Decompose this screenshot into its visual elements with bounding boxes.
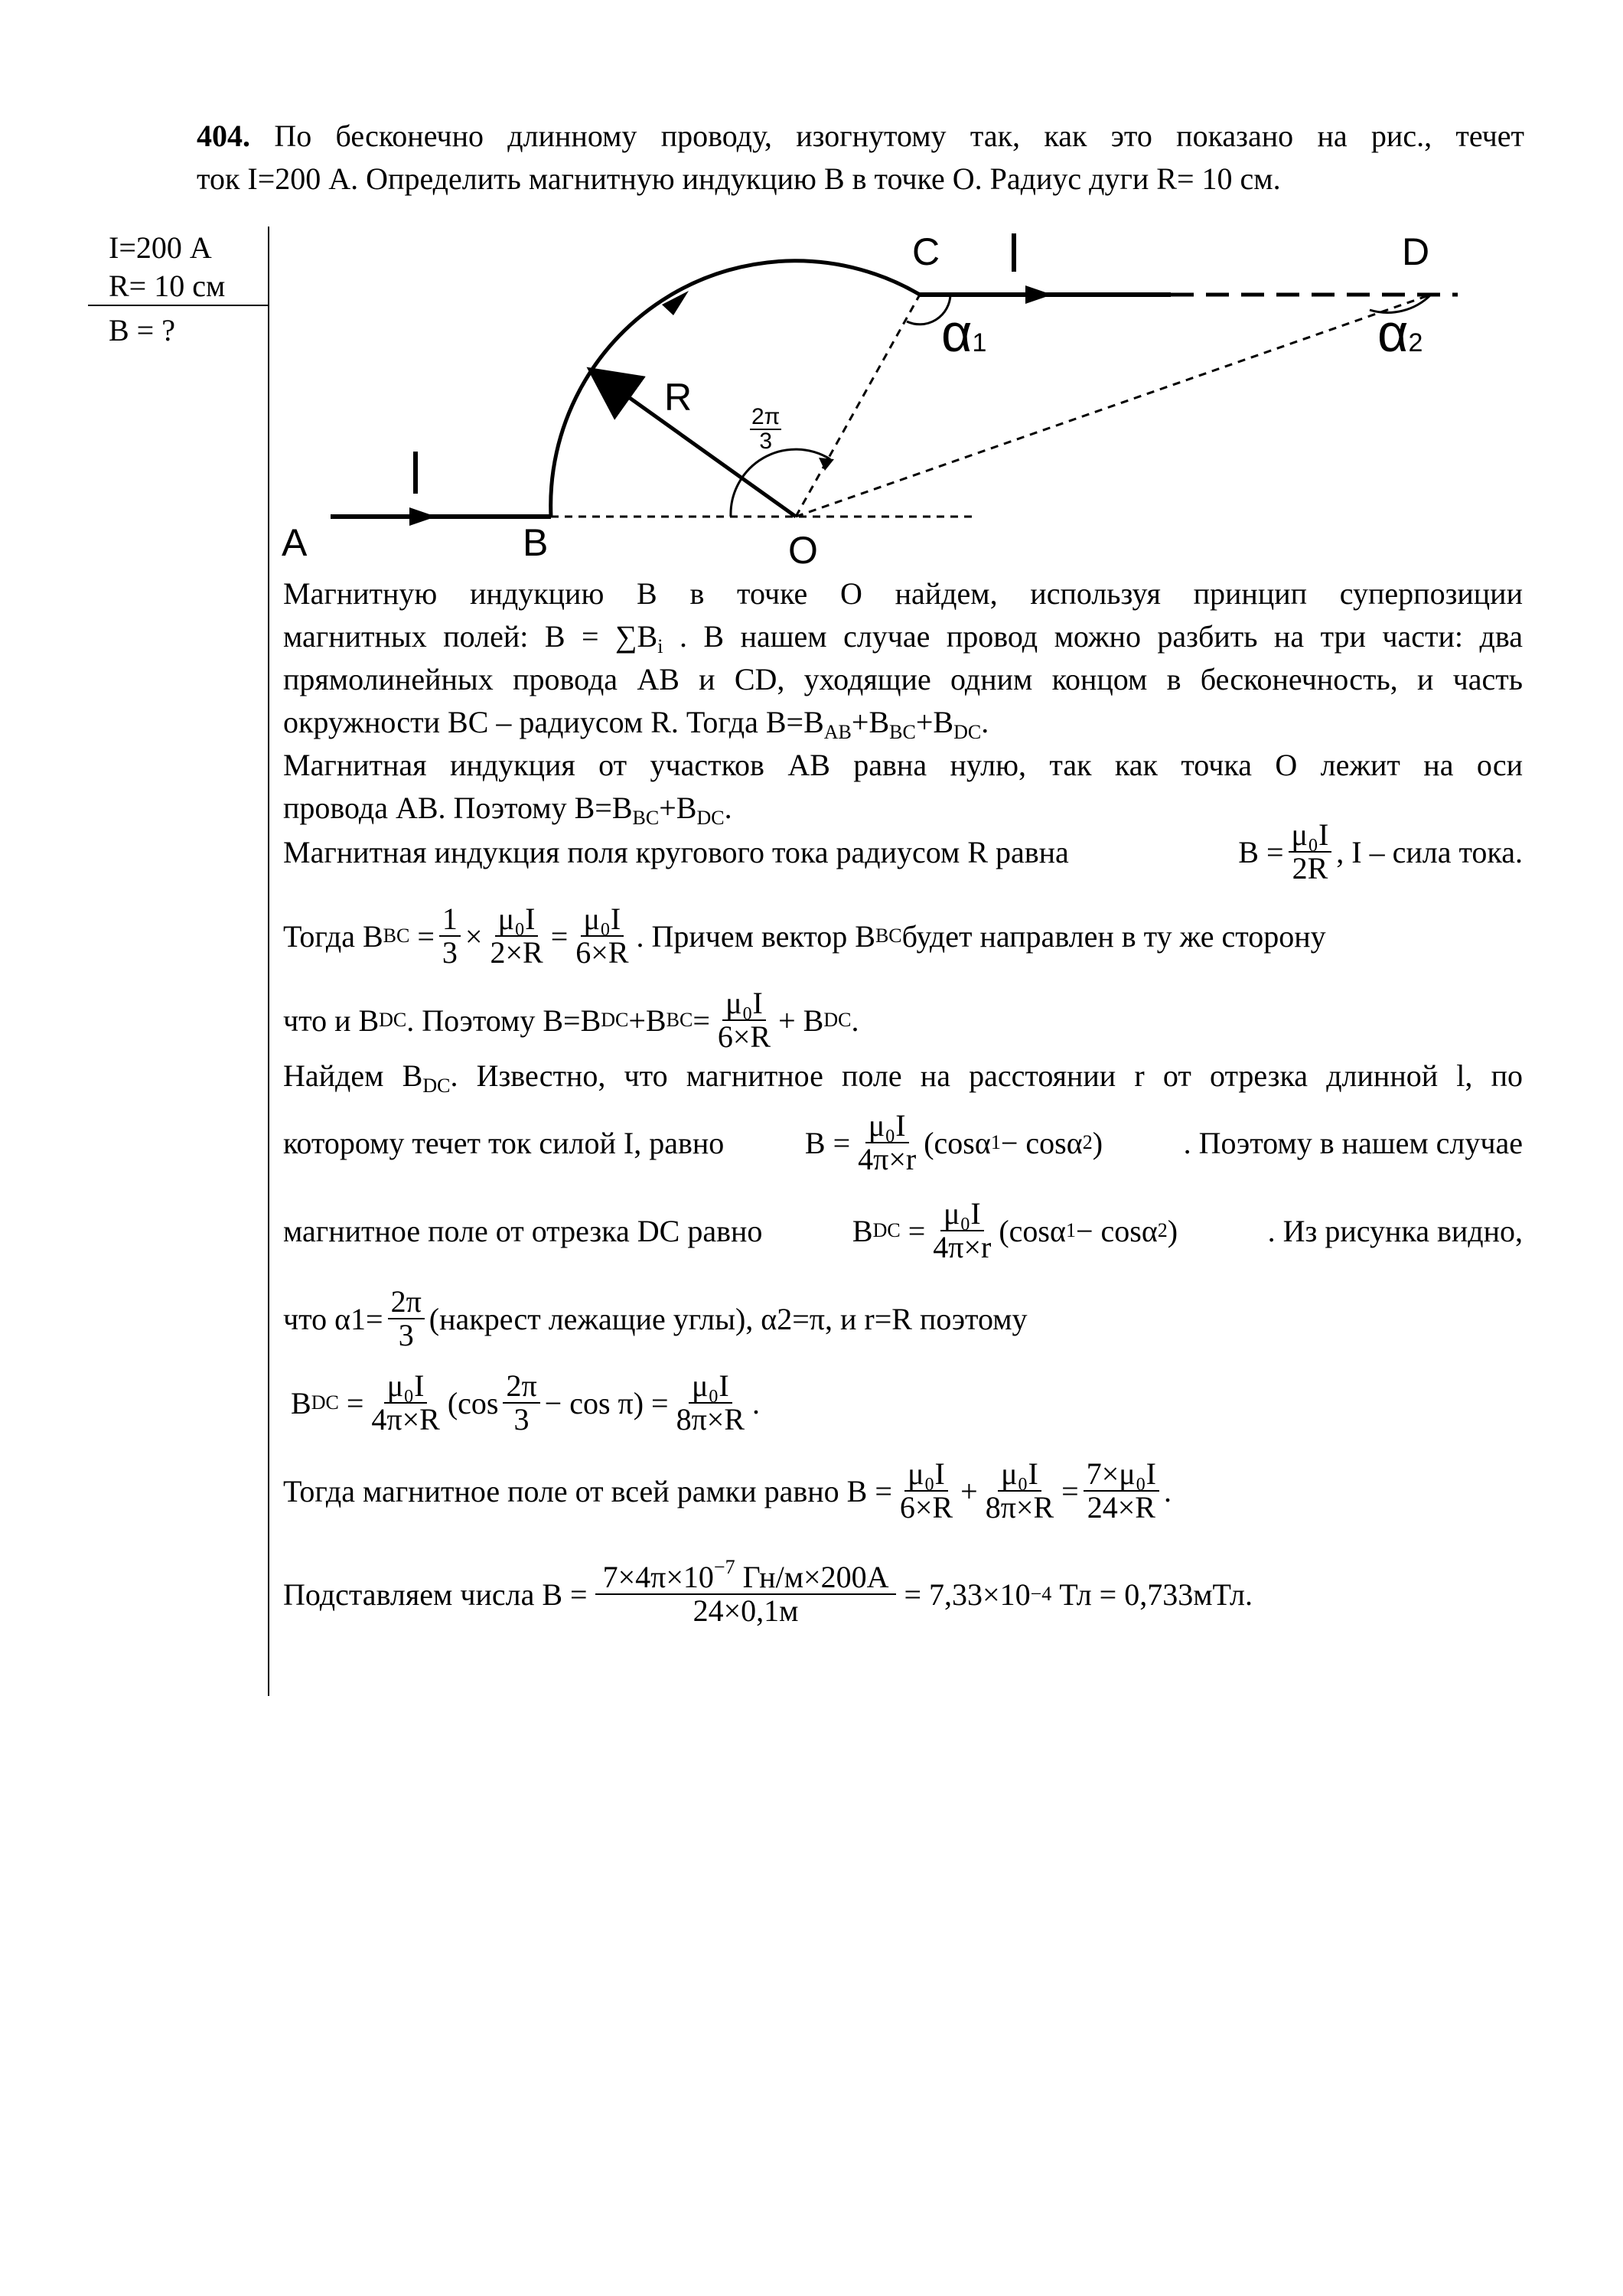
frac-mu0I-6xR-b <box>715 987 774 1053</box>
cos-close: ) <box>1092 1125 1103 1160</box>
frac-numeric-num <box>595 1555 897 1595</box>
result-a: = 7,33×10 <box>904 1577 1031 1612</box>
label-o: O <box>788 529 818 572</box>
frac-num: 7×μ₀I <box>1084 1458 1159 1492</box>
frac-den: 8π×R <box>985 1490 1054 1525</box>
p3-text-a: Магнитная индукция поля кругового тока радиусом R равна <box>283 834 1069 869</box>
p1-formula-sub: i <box>657 634 663 657</box>
p8-text-a: что α1= <box>283 1301 383 1336</box>
given-divider <box>88 305 269 306</box>
label-alpha1 <box>941 303 987 363</box>
frac-numeric-den: 24×0,1м <box>693 1593 799 1628</box>
cos-mid-b: − cosα <box>1075 1213 1158 1248</box>
p5-text-b: . Поэтому В=В <box>406 1003 601 1038</box>
frac-num: μ₀I <box>689 1370 732 1404</box>
solution-paragraph-1 <box>283 572 1523 744</box>
problem-statement <box>197 115 1524 201</box>
p7-text-b: . Из рисунка видно, <box>1267 1213 1523 1248</box>
frac-den: 2R <box>1292 851 1328 885</box>
label-r: R <box>664 376 693 419</box>
label-c: C <box>912 230 940 273</box>
solution-paragraph-8 <box>283 1286 1028 1352</box>
p6-l2-b: . Поэтому в нашем случае <box>1183 1125 1523 1160</box>
alpha2-subscript: 2 <box>1408 328 1423 357</box>
p3-text-b: , I – сила тока. <box>1336 834 1523 869</box>
cos-open-b: (cosα <box>999 1213 1066 1248</box>
p6-line-1 <box>283 1055 1523 1097</box>
p9-cos-pi: − cos π) = <box>544 1385 669 1420</box>
solution-paragraph-11: Подставляем числа B = $\frac{7\times 4\pi\times 10^{-7} Гн/м\times 200А}{24\times 0,1м}$ = 7,33×10 −4 Тл = 0,733мТл . <box>283 1555 1253 1628</box>
frac-den: 8π×R <box>676 1402 745 1437</box>
frac-mu0I-6xR-c <box>897 1458 956 1524</box>
label-alpha2 <box>1377 303 1423 363</box>
p1-line-4: окружности ВС – радиусом R. Тогда $В=В_{AB}+В_{BC}+В_{DC}$. <box>283 705 989 743</box>
given-radius: R= 10 см <box>109 269 226 303</box>
num-exp: −7 <box>713 1555 735 1578</box>
frac-den: 4π×R <box>371 1402 440 1437</box>
p2-line-2: провода АВ. Поэтому $В=В_{BC}+В_{DC}$. <box>283 791 732 829</box>
frac-den: 4π×r <box>933 1230 992 1264</box>
frac-mu0I-2R <box>1289 819 1332 885</box>
frac-num: μ₀I <box>495 903 539 937</box>
p6-l1-a: Найдем В <box>283 1058 423 1093</box>
result-b: Тл = 0,733мТл <box>1059 1577 1245 1612</box>
p4-text-c: будет направлен в ту же сторону <box>901 918 1326 954</box>
p6-formula: B = $\frac{\text{μ₀I}}{4\pi\times r}$ (cosα 1 − cosα 2 ) <box>804 1108 1103 1176</box>
p1-formula: B = ∑B <box>544 619 658 654</box>
given-block <box>109 227 269 352</box>
frac-den: 6×R <box>717 1019 771 1054</box>
problem-text-1: По бесконечно длинному проводу, изогнутому так, как это показано на рис., течет <box>274 119 1525 153</box>
problem-line-1 <box>197 115 1524 158</box>
cos-close-b: ) <box>1167 1213 1178 1248</box>
p9-cos-open: (cos <box>447 1385 499 1420</box>
problem-line-2: ток I=200 А. Определить магнитную индукцию В в точке О. Радиус дуги R= 10 см. <box>197 161 1281 196</box>
dashed-oc <box>796 295 920 517</box>
frac-den: 24×R <box>1087 1490 1155 1525</box>
solution-paragraph-5: что и В DC . Поэтому В=В DC +В BC = $\frac{\text{μ₀I}}{6\times R}$ + B DC . <box>283 986 859 1054</box>
frac-mu0I-4piR <box>368 1370 442 1436</box>
frac-den: 6×R <box>575 935 629 970</box>
cos-open: (cosα <box>924 1125 991 1160</box>
p3-formula: B = $\frac{\text{μ₀I}}{2R}$ , I – сила тока. <box>1238 817 1523 885</box>
frac-num: μ₀I <box>998 1458 1041 1492</box>
cos-mid: − cosα <box>1000 1125 1083 1160</box>
given-current: I=200 А <box>109 230 212 265</box>
solution-paragraph-2 <box>283 744 1523 830</box>
alpha2-symbol: α <box>1377 303 1409 363</box>
frac-mu0I-4pir-b <box>930 1198 994 1264</box>
frac-den: 6×R <box>899 1490 953 1525</box>
frac-numeric <box>595 1555 897 1628</box>
p6-l2-a: которому течет ток силой I, равно <box>283 1125 725 1160</box>
frac-den: 4π×r <box>858 1142 917 1176</box>
p1-l4-text: окружности ВС – радиусом R. Тогда В=В <box>283 705 824 739</box>
p7-text-a: магнитное поле от отрезка DC равно <box>283 1213 763 1248</box>
wire-figure <box>275 222 1530 589</box>
given-unknown: В = ? <box>109 313 175 347</box>
arrow-ab-icon <box>409 507 436 526</box>
frac-num: μ₀I <box>384 1370 428 1404</box>
p2-l2-text: провода АВ. Поэтому В=В <box>283 791 633 825</box>
margin-divider <box>268 227 269 1696</box>
frac-num: μ₀I <box>940 1198 984 1231</box>
angle-num: 2π <box>751 404 781 429</box>
p2-line-1: Магнитная индукция от участков АВ равна нулю, так как точка О лежит на оси <box>283 748 1523 782</box>
frac-num: μ₀I <box>581 903 624 937</box>
frac-den: 3 <box>442 935 458 970</box>
frac-2pi-3 <box>388 1286 425 1352</box>
frac-den: 3 <box>398 1318 414 1352</box>
label-b: B <box>523 521 549 564</box>
label-d: D <box>1402 230 1430 273</box>
p5-text-a: что и В <box>283 1003 380 1038</box>
solution-paragraph-10: Тогда магнитное поле от всей рамки равно B = $\frac{\text{μ₀I}}{6\times R}$ + $\frac{\text{μ₀I}}{8\pi\times R}$ = $\frac{\text{7×μ₀I}}{24\times R}$ . <box>283 1456 1172 1525</box>
p1-line-3: прямолинейных провода АВ и CD, уходящие одним концом в бесконечность, и часть <box>283 662 1523 696</box>
solution-paragraph-6 <box>283 1055 1523 1097</box>
solution-paragraph-9: B DC = $\frac{\text{μ₀I}}{4\pi\times R}$ (cos $\frac{2\pi}{3}$ − cos π) = $\frac{\text{μ₀I}}{8\pi\times R}$ . <box>291 1368 761 1437</box>
frac-mu0I-6xR <box>572 903 631 969</box>
sub-ab: AB <box>823 720 852 743</box>
alpha1-symbol: α <box>941 303 973 363</box>
problem-number: 404. <box>197 119 250 153</box>
label-a: A <box>282 521 308 564</box>
frac-num: 2π <box>388 1286 425 1319</box>
frac-mu0I-8piR-b <box>983 1458 1057 1524</box>
dashed-od <box>796 295 1431 517</box>
p7-formula: B DC = $\frac{\text{μ₀I}}{4\pi\times r}$ (cosα 1 − cosα 2 ) <box>852 1196 1178 1264</box>
p4-text-a: Тогда <box>283 918 355 954</box>
p6-sub-dc: DC <box>422 1074 451 1097</box>
frac-mu0I-8piR <box>673 1370 748 1436</box>
solution-paragraph-6b <box>283 1110 1523 1176</box>
frac-2pi-3-b <box>503 1370 539 1436</box>
solution-paragraph-4: Тогда B BC = $\frac{1}{3}$ × $\frac{\text{μ₀I}}{2\times R}$ = $\frac{\text{μ₀I}}{6\times R}$ . Причем вектор В BC будет направлен в ту же сторону <box>283 902 1326 970</box>
frac-mu0I-4pir <box>855 1110 919 1176</box>
frac-num: μ₀I <box>865 1110 909 1143</box>
p1-line-2 <box>283 615 1523 658</box>
angle-den: 3 <box>759 429 773 454</box>
num-part-a: 7×4π×10 <box>602 1560 714 1594</box>
solution-paragraph-7 <box>283 1198 1523 1264</box>
p4-text-b: . Причем вектор В <box>636 918 875 954</box>
frac-mu0I-2xR <box>487 903 546 969</box>
p1-l2a: магнитных полей: <box>283 619 545 654</box>
label-angle <box>750 406 781 453</box>
p2-sub-dc: DC <box>696 806 725 829</box>
p8-text-b: (накрест лежащие углы), α2=π, и r=R поэтому <box>429 1301 1028 1336</box>
p1-line-1: Магнитную индукцию В в точке О найдем, используя принцип суперпозиции <box>283 576 1523 611</box>
frac-num: μ₀I <box>1289 819 1332 853</box>
frac-den: 3 <box>513 1402 530 1437</box>
p2-sub-bc: BC <box>632 806 660 829</box>
p10-text-a: Тогда магнитное поле от всей рамки равно <box>283 1473 839 1508</box>
frac-num: μ₀I <box>904 1458 948 1492</box>
angle-arrow-icon <box>819 458 834 471</box>
arc-bc <box>551 261 920 517</box>
arrow-cd-icon <box>1025 285 1052 304</box>
p1-l2b: . В нашем случае провод можно разбить на три части: два <box>663 619 1523 654</box>
frac-num: 2π <box>503 1370 539 1404</box>
alpha1-subscript: 1 <box>972 328 987 357</box>
p6-l1-b: . Известно, что магнитное поле на расстоянии r от отрезка длинной l, по <box>450 1058 1523 1093</box>
frac-den: 2×R <box>490 935 543 970</box>
frac-num: 1 <box>439 903 461 937</box>
frac-num: μ₀I <box>722 987 766 1021</box>
solution-paragraph-3 <box>283 819 1523 885</box>
sub-bc: BC <box>889 720 916 743</box>
frac-7mu0I-24R <box>1084 1458 1159 1524</box>
p11-text-a: Подставляем числа <box>283 1577 535 1612</box>
num-part-b: Гн/м×200А <box>742 1560 889 1594</box>
frac-1-3 <box>439 903 461 969</box>
sub-dc: DC <box>953 720 982 743</box>
